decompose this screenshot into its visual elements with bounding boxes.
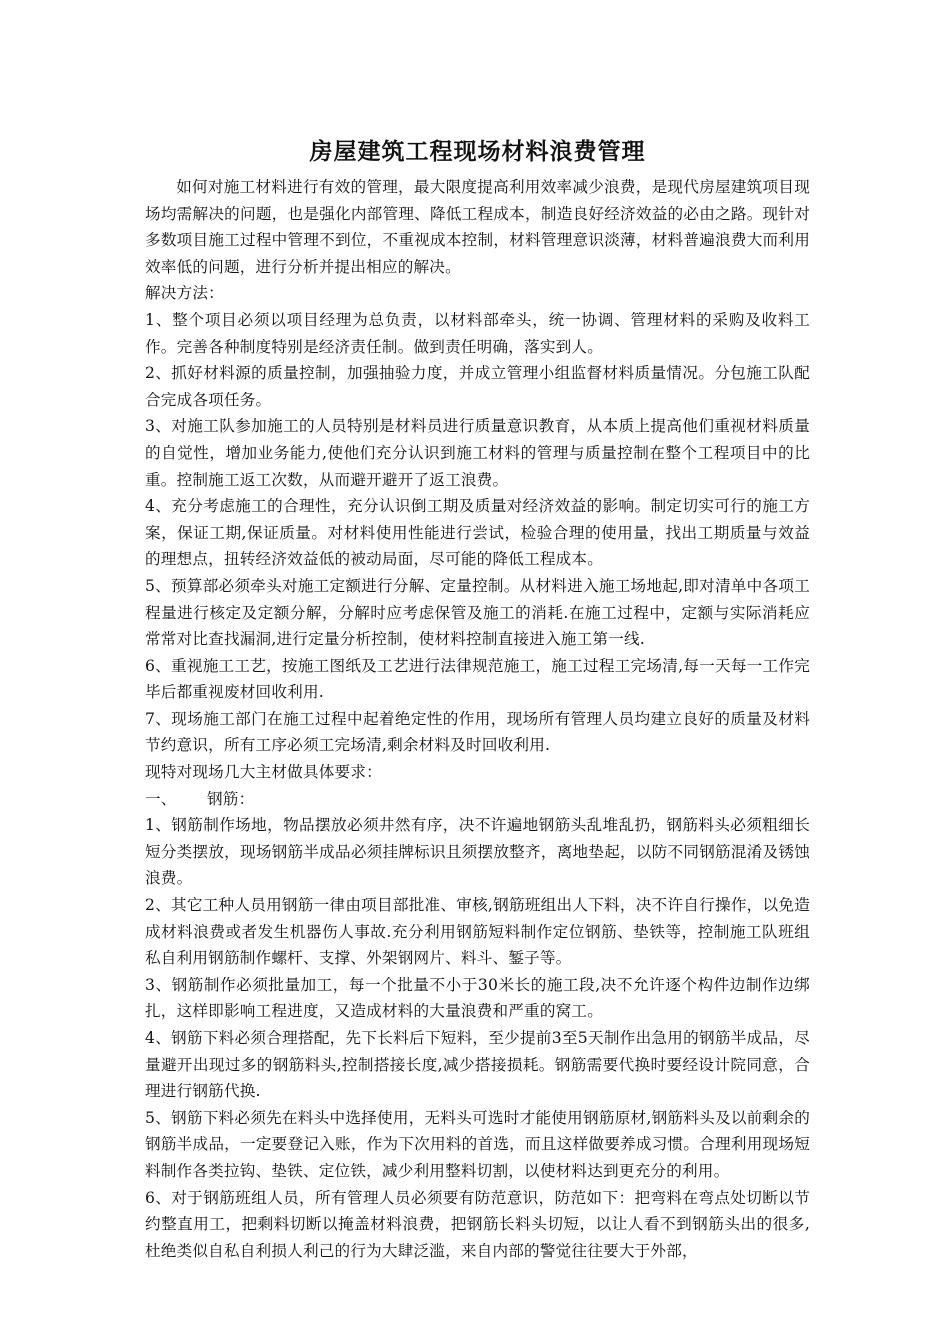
rebar-item-5: 5、钢筋下料必须先在料头中选择使用，无料头可选时才能使用钢筋原材,钢筋料头及以前剩余的钢筋半成品，一定要登记入账，作为下次用料的首选，而且这样做要养成习惯。合理利用现场短料制作各类拉钩、垫铁、定位铁，减少利用整料切割，以使材料达到更充分的利用。 <box>145 1108 810 1180</box>
method-item-6: 6、重视施工工艺，按施工图纸及工艺进行法律规范施工，施工过程工完场清,每一天每一工作完毕后都重视废材回收利用. <box>145 656 810 702</box>
method-item-5: 5、预算部必须牵头对施工定额进行分解、定量控制。从材料进入施工场地起,即对清单中各项工程量进行核定及定额分解，分解时应考虑保管及施工的消耗.在施工过程中，定额与实际消耗应常常对比查找漏洞,进行定量分析控制，使材料控制直接进入施工第一线. <box>145 576 810 649</box>
rebar-item-4: 4、钢筋下料必须合理搭配，先下长料后下短料，至少提前3至5天制作出急用的钢筋半成品，尽量避开出现过多的钢筋料头,控制搭接长度,减少搭接损耗。钢筋需要代换时要经设计院同意，合理进行钢筋代换. <box>145 1029 810 1101</box>
method-item-1: 1、整个项目必须以项目经理为总负责，以材料部牵头，统一协调、管理材料的采购及收料工作。完善各种制度特别是经济责任制。做到责任明确，落实到人。 <box>145 310 810 356</box>
rebar-item-6: 6、对于钢筋班组人员，所有管理人员必须要有防范意识，防范如下：把弯料在弯点处切断以节约整直用工，把剩料切断以掩盖材料浪费，把钢筋长料头切短，以让人看不到钢筋头出的很多,杜绝类似自私自利损人利己的行为大肆泛滥，来自内部的警觉往往要大于外部， <box>145 1188 810 1260</box>
method-item-2: 2、抓好材料源的质量控制，加强抽验力度，并成立管理小组监督材料质量情况。分包施工队配合完成各项任务。 <box>145 364 810 409</box>
section-heading-rebar <box>145 786 810 813</box>
document-page <box>145 130 810 1264</box>
requirements-heading: 现特对现场几大主材做具体要求： <box>145 763 382 782</box>
method-item-4: 4、充分考虑施工的合理性，充分认识倒工期及质量对经济效益的影响。制定切实可行的施工方案，保证工期,保证质量。对材料使用性能进行尝试，检验合理的使用量，找出工期质量与效益的理想点，扭转经济效益低的被动局面，尽可能的降低工程成本。 <box>145 497 810 569</box>
document-title: 房屋建筑工程现场材料浪费管理 <box>309 139 646 165</box>
method-item-3: 3、对施工队参加施工的人员特别是材料员进行质量意识教育，从本质上提高他们重视材料质量的自觉性，增加业务能力,使他们充分认识到施工材料的管理与质量控制在整个工程项目中的比重。控制施工返工次数，从而避开避开了返工浪费。 <box>145 417 810 489</box>
rebar-item-1: 1、钢筋制作场地，物品摆放必须井然有序，决不许遍地钢筋头乱堆乱扔，钢筋料头必须粗细长短分类摆放，现场钢筋半成品必须挂牌标识且须摆放整齐，离地垫起，以防不同钢筋混淆及锈蚀浪费。 <box>145 816 810 888</box>
rebar-item-3: 3、钢筋制作必须批量加工，每一个批量不小于30米长的施工段,决不允许逐个构件边制作边绑扎，这样即影响工程进度，又造成材料的大量浪费和严重的窝工。 <box>145 975 810 1021</box>
section-number: 一、 <box>145 789 177 808</box>
method-item-7: 7、现场施工部门在施工过程中起着绝定性的作用，现场所有管理人员均建立良好的质量及材料节约意识，所有工序必须工完场清,剩余材料及时回收利用. <box>145 709 810 755</box>
rebar-item-2: 2、其它工种人员用钢筋一律由项目部批准、审核,钢筋班组出人下料，决不许自行操作，以免造成材料浪费或者发生机器伤人事故.充分利用钢筋短料制作定位钢筋、垫铁等，控制施工队班组私自利用钢筋制作螺杆、支撑、外架钢网片、料斗、錾子等。 <box>145 896 810 968</box>
methods-heading: 解决方法： <box>145 284 224 303</box>
section-title: 钢筋： <box>207 789 255 808</box>
intro-paragraph: 如何对施工材料进行有效的管理，最大限度提高利用效率减少浪费，是现代房屋建筑项目现场均需解决的问题，也是强化内部管理、降低工程成本，制造良好经济效益的必由之路。现针对多数项目施工过程中管理不到位，不重视成本控制，材料管理意识淡薄，材料普遍浪费大而利用效率低的问题，进行分析并提出相应的解决。 <box>145 178 810 276</box>
